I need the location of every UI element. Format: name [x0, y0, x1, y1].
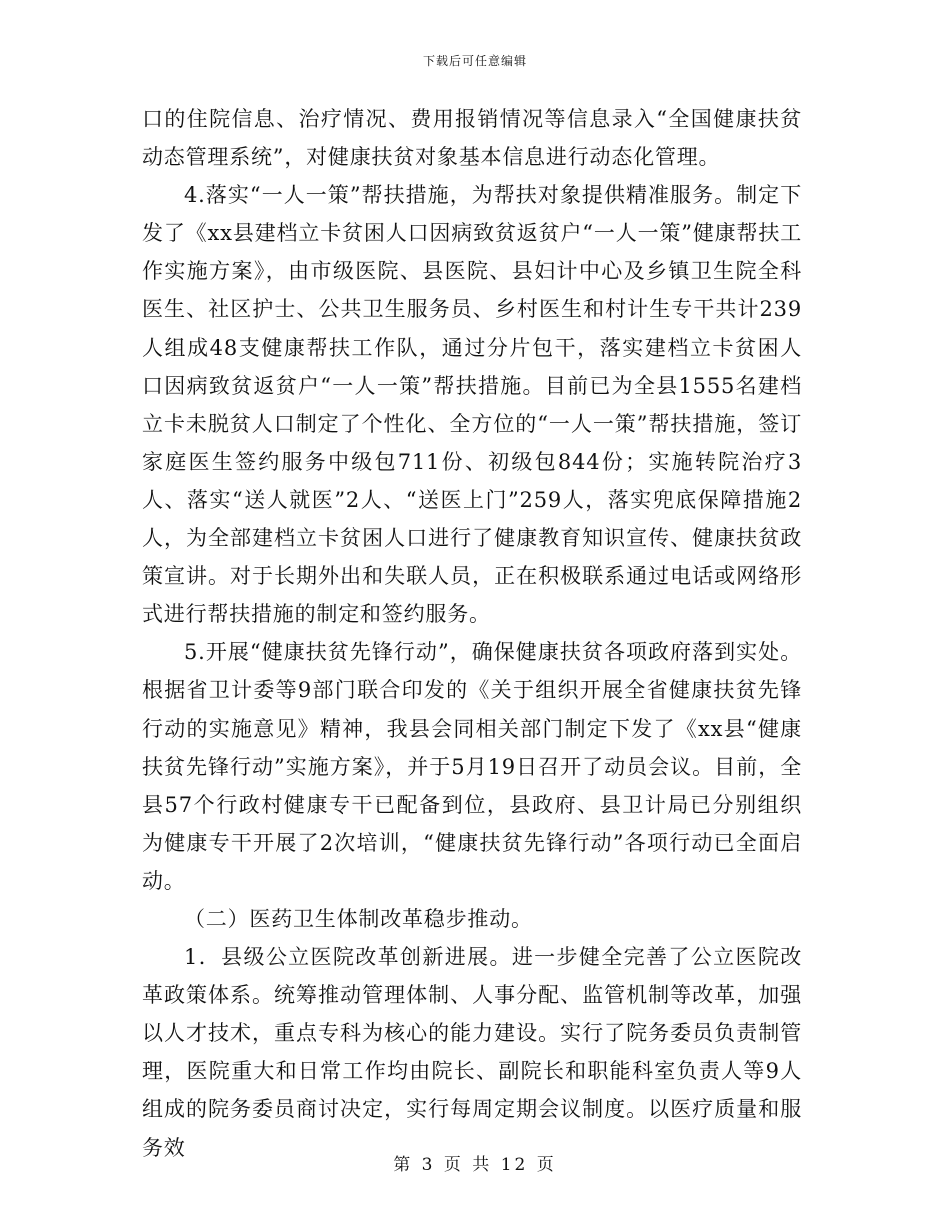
paragraph-item-5: 5.开展“健康扶贫先锋行动”，确保健康扶贫各项政府落到实处。根据省卫计委等9部门联合印发的《关于组织开展全省健康扶贫先锋行动的实施意见》精神，我县会同相关部门制定下发了《xx县“健康扶贫先锋行动”实施方案》，并于5月19日召开了动员会议。目前，全县57个行政村健康专干已配备到位，县政府、县卫计局已分别组织为健康专干开展了2次培训，“健康扶贫先锋行动”各项行动已全面启动。 [142, 640, 802, 893]
paragraph-item-4: 4.落实“一人一策”帮扶措施，为帮扶对象提供精准服务。制定下发了《xx县建档立卡贫困人口因病致贫返贫户“一人一策”健康帮扶工作实施方案》，由市级医院、县医院、县妇计中心及乡镇卫生院全科医生、社区护士、公共卫生服务员、乡村医生和村计生专干共计239人组成48支健康帮扶工作队，通过分片包干，落实建档立卡贫困人口因病致贫返贫户“一人一策”帮扶措施。目前已为全县1555名建档立卡未脱贫人口制定了个性化、全方位的“一人一策”帮扶措施，签订家庭医生签约服务中级包711份、初级包844份；实施转院治疗3人、落实“送人就医”2人、“送医上门”259人，落实兜底保障措施2人，为全部建档立卡贫困人口进行了健康教育知识宣传、健康扶贫政策宣讲。对于长期外出和失联人员，正在积极联系通过电话或网络形式进行帮扶措施的制定和签约服务。 [142, 183, 802, 627]
page-footer: 第 3 页 共 12 页 [393, 1155, 557, 1175]
paragraph-item-1: 1．县级公立医院改革创新进展。进一步健全完善了公立医院改革政策体系。统筹推动管理体制、人事分配、监管机制等改革，加强以人才技术，重点专科为核心的能力建设。实行了院务委员负责制管理，医院重大和日常工作均由院长、副院长和职能科室负责人等9人组成的院务委员商讨决定，实行每周定期会议制度。以医疗质量和服务效 [142, 945, 802, 1160]
paragraph-continuation: 口的住院信息、治疗情况、费用报销情况等信息录入“全国健康扶贫动态管理系统”，对健康扶贫对象基本信息进行动态化管理。 [142, 107, 802, 170]
section-heading-2: （二）医药卫生体制改革稳步推动。 [184, 906, 533, 931]
document-body [142, 100, 802, 1167]
page-header-note: 下载后可任意编辑 [422, 54, 527, 68]
